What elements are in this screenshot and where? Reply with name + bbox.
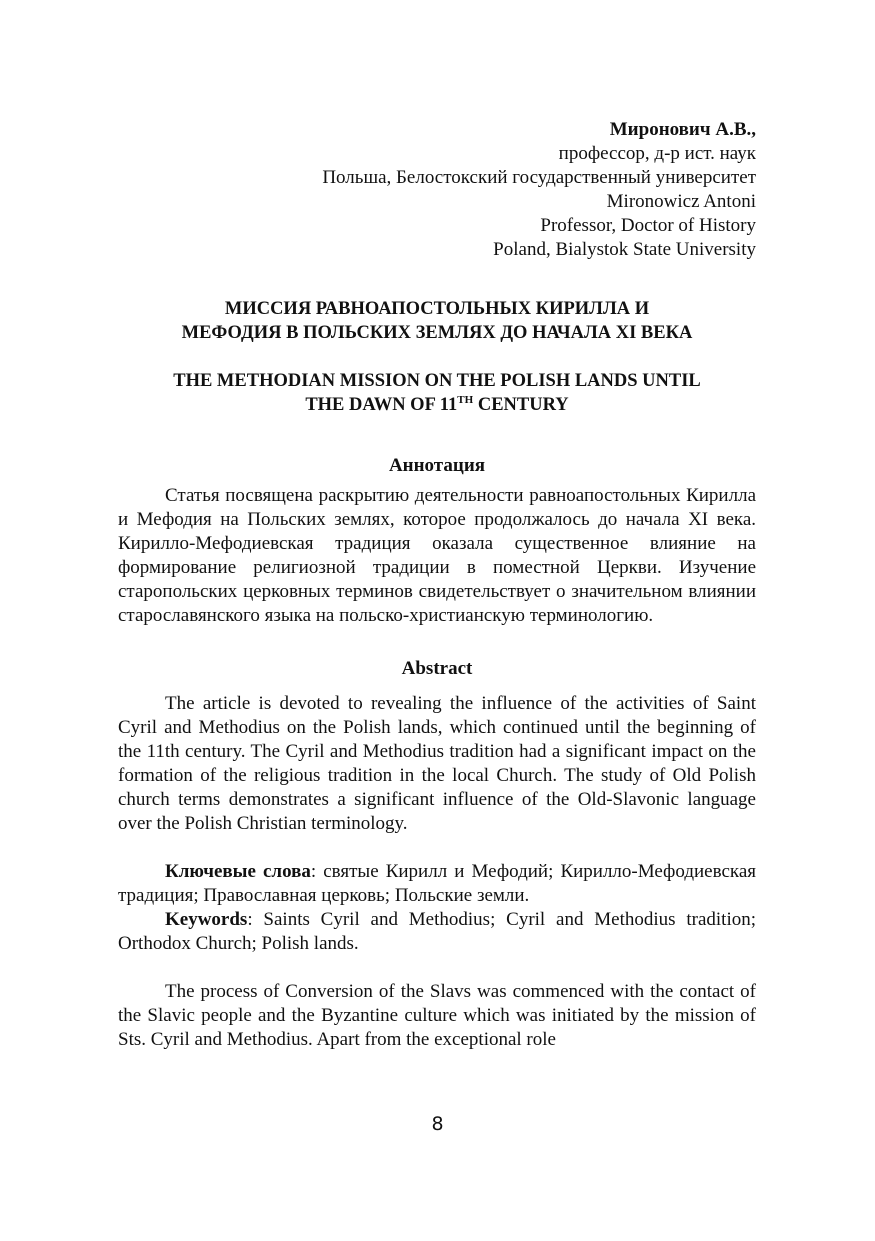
keywords-en xyxy=(118,908,756,956)
title-en-superscript: TH xyxy=(457,393,474,406)
author-affiliation-en: Poland, Bialystok State University xyxy=(493,239,756,260)
document-page xyxy=(118,118,756,1052)
keywords-ru-label: Ключевые слова xyxy=(165,861,311,882)
abstract-heading: Abstract xyxy=(401,658,473,679)
author-position-ru: профессор, д-р ист. наук xyxy=(558,143,756,164)
author-affiliation-ru: Польша, Белостокский государственный университет xyxy=(322,167,756,188)
author-name-en: Mironowicz Antoni xyxy=(606,191,756,212)
title-en xyxy=(138,369,736,417)
annotation-heading: Аннотация xyxy=(388,455,486,476)
annotation-text: Статья посвящена раскрытию деятельности равноапостольных Кирилла и Мефодия на Польских землях, которое продолжалось до начала XI века. Кирилло-Мефодиевская традиция оказала существенное влияние на формирование религиозной традиции в поместной Церкви. Изучение старопольских церковных терминов свидетельствует о значительном влиянии старославянского языка на польско-христианскую терминологию. xyxy=(118,485,756,626)
title-ru-line2: МЕФОДИЯ В ПОЛЬСКИХ ЗЕМЛЯХ ДО НАЧАЛА XI ВЕКА xyxy=(181,323,693,343)
page-number: 8 xyxy=(431,1113,444,1135)
title-ru-line1: МИССИЯ РАВНОАПОСТОЛЬНЫХ КИРИЛЛА И xyxy=(224,299,650,319)
title-en-line1: THE METHODIAN MISSION ON THE POLISH LANDS UNTIL xyxy=(173,371,701,391)
keywords-ru xyxy=(118,860,756,908)
keywords-ru-text: : святые Кирилл и Мефодий; Кирилло-Мефодиевская традиция; Православная церковь; Польские земли. xyxy=(118,861,756,906)
title-en-line2-post: CENTURY xyxy=(473,395,569,415)
keywords-en-text: : Saints Cyril and Methodius; Cyril and Methodius tradition; Orthodox Church; Polish lands. xyxy=(118,909,756,954)
title-en-line2-pre: THE DAWN OF 11 xyxy=(305,395,458,415)
author-position-en: Professor, Doctor of History xyxy=(540,215,756,236)
keywords-en-label: Keywords xyxy=(165,909,248,930)
author-block xyxy=(118,118,756,262)
body-paragraph-1: The process of Conversion of the Slavs was commenced with the contact of the Slavic people and the Byzantine culture which was initiated by the mission of Sts. Cyril and Methodius. Apart from the exceptional role xyxy=(118,981,756,1050)
title-ru xyxy=(138,297,736,345)
title-en-line2 xyxy=(138,393,736,417)
abstract-text: The article is devoted to revealing the influence of the activities of Saint Cyril and Methodius on the Polish lands, which continued until the beginning of the 11th century. The Cyril and Methodius tradition had a significant impact on the formation of the religious tradition in the local Church. The study of Old Polish church terms demonstrates a significant influence of the Old-Slavonic language over the Polish Christian terminology. xyxy=(118,693,756,834)
author-name-ru: Миронович А.В., xyxy=(609,119,756,140)
